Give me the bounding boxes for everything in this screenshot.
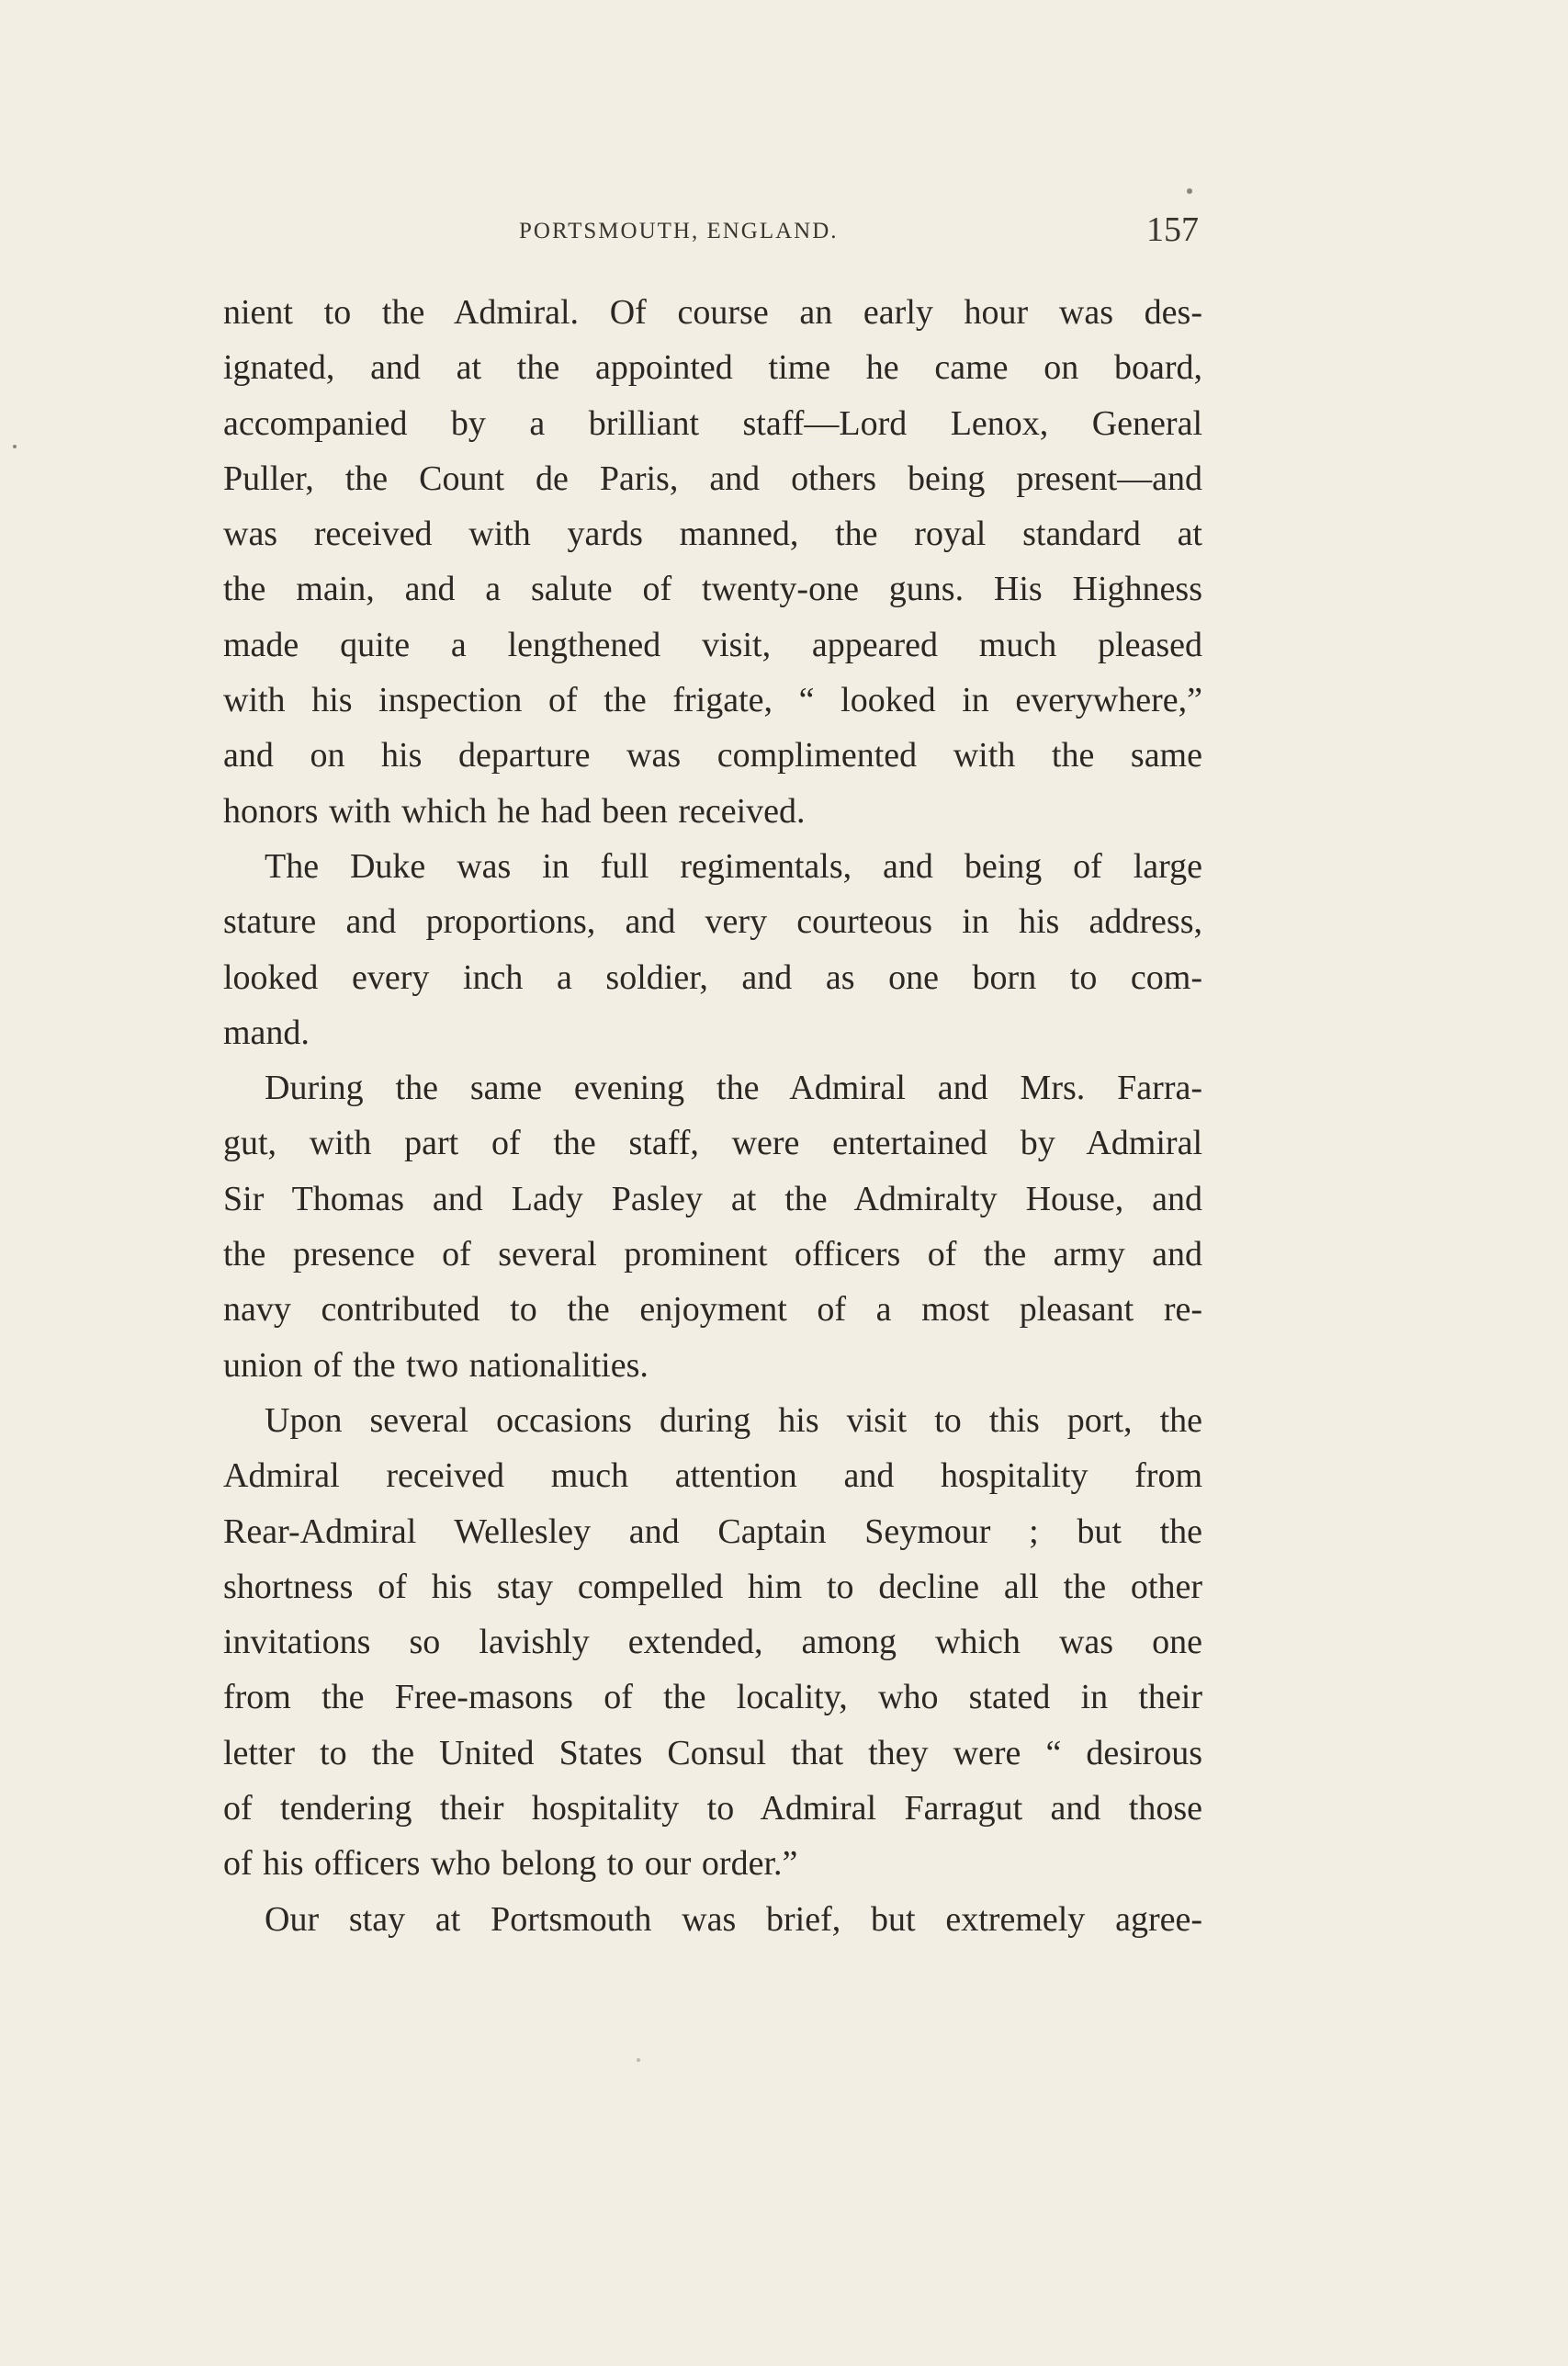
text-line: was received with yards manned, the royal standard at <box>223 515 1202 554</box>
text-line: Admiral received much attention and hospitality from <box>223 1456 1202 1496</box>
text-line: Sir Thomas and Lady Pasley at the Admiralty House, and <box>223 1179 1202 1218</box>
text-line: Puller, the Count de Paris, and others being present—and <box>223 458 1202 498</box>
paragraph-first-line: Our stay at Portsmouth was brief, but extremely agree- <box>265 1899 1202 1939</box>
running-head-title: PORTSMOUTH, ENGLAND. <box>519 219 839 243</box>
paragraph-first-line: Upon several occasions during his visit to this port, the <box>265 1400 1202 1440</box>
text-line: letter to the United States Consul that they were “ desirous <box>223 1733 1202 1772</box>
paper-speck <box>637 2058 640 2062</box>
text-line: nient to the Admiral. Of course an early hour was des- <box>223 293 1202 332</box>
text-line: ignated, and at the appointed time he came on board, <box>223 348 1202 388</box>
text-line: from the Free-masons of the locality, who stated in their <box>223 1678 1202 1717</box>
text-line: Rear-Admiral Wellesley and Captain Seymour ; but the <box>223 1511 1202 1551</box>
text-line: and on his departure was complimented with the same <box>223 736 1202 775</box>
paper-speck <box>13 445 17 448</box>
text-line: accompanied by a brilliant staff—Lord Lenox, General <box>223 403 1202 443</box>
text-line: the main, and a salute of twenty-one guns. His Highness <box>223 570 1202 609</box>
text-line: gut, with part of the staff, were entertained by Admiral <box>223 1124 1202 1163</box>
text-line: of his officers who belong to our order.” <box>223 1844 798 1884</box>
text-line: mand. <box>223 1013 310 1052</box>
text-line: shortness of his stay compelled him to decline all the other <box>223 1567 1202 1606</box>
text-line: with his inspection of the frigate, “ looked in everywhere,” <box>223 681 1202 720</box>
text-line: the presence of several prominent officers of the army and <box>223 1235 1202 1274</box>
text-line: made quite a lengthened visit, appeared much pleased <box>223 625 1202 664</box>
text-line: honors with which he had been received. <box>223 791 806 831</box>
body-text <box>223 285 1202 1947</box>
text-line: of tendering their hospitality to Admiral Farragut and those <box>223 1789 1202 1828</box>
paper-speck <box>1187 188 1192 194</box>
text-line: invitations so lavishly extended, among which was one <box>223 1623 1202 1662</box>
running-head <box>223 209 1199 255</box>
text-line: union of the two nationalities. <box>223 1345 649 1385</box>
text-line: navy contributed to the enjoyment of a most pleasant re- <box>223 1290 1202 1330</box>
page-number: 157 <box>1146 210 1199 249</box>
text-line: stature and proportions, and very courteous in his address, <box>223 902 1202 942</box>
paragraph-first-line: During the same evening the Admiral and Mrs. Farra- <box>265 1069 1202 1108</box>
text-line: looked every inch a soldier, and as one born to com- <box>223 957 1202 997</box>
paragraph-first-line: The Duke was in full regimentals, and being of large <box>265 846 1202 886</box>
